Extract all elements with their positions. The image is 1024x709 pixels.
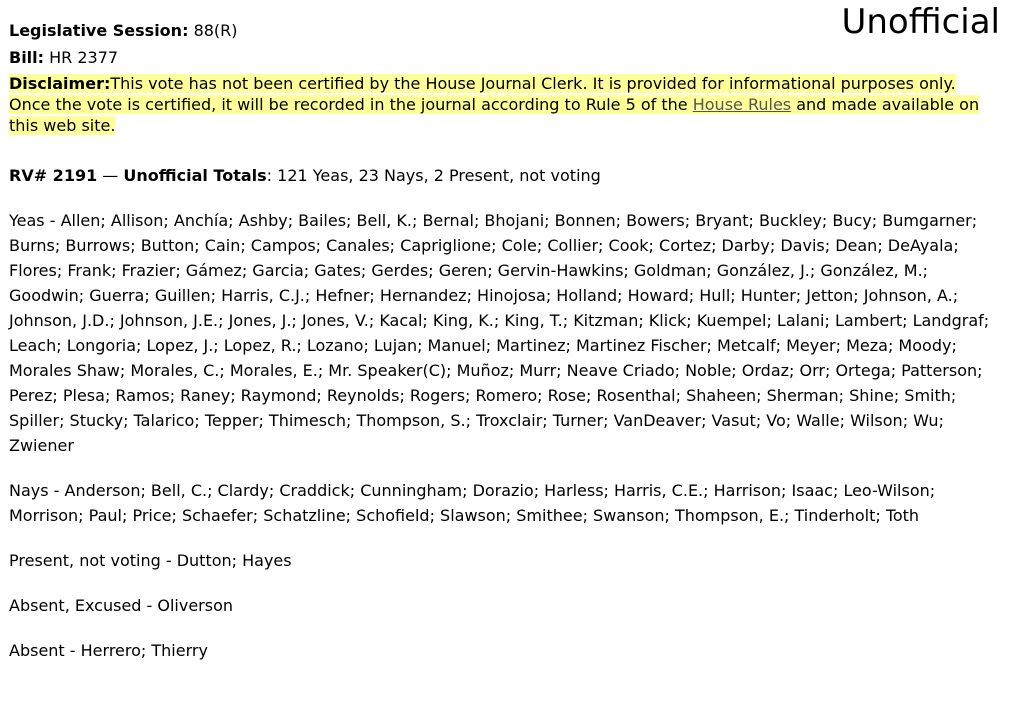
rv-number: RV# 2191 xyxy=(9,166,98,185)
bill-label: Bill: xyxy=(9,48,45,67)
present-not-voting-list: Present, not voting - Dutton; Hayes xyxy=(9,551,292,570)
yeas-list: Yeas - Allen; Allison; Anchía; Ashby; Bailes; Bell, K.; Bernal; Bhojani; Bonnen; Bowers; Bryant; Buckley; Bucy; Bumgarner; Burns; Burrows; Button; Cain; Campos; Canales; Capriglione; Cole; Collier; Cook; Cortez; Darby; Davis; Dean; DeAyala; Flores; Frank; Frazier; Gámez; Garcia; Gates; Gerdes; Geren; Gervin-Hawkins; Goldman; González, J.; González, M.; Goodwin; Guerra; Guillen; Harris, C.J.; Hefner; Hernandez; Hinojosa; Holland; Howard; Hull; Hunter; Jetton; Johnson, A.; Johnson, J.D.; Johnson, J.E.; Jones, J.; Jones, V.; Kacal; King, K.; King, T.; Kitzman; Klick; Kuempel; Lalani; Lambert; Landgraf; Leach; Longoria; Lopez, J.; Lopez, R.; Lozano; Lujan; Manuel; Martinez; Martinez Fischer; Metcalf; Meyer; Meza; Moody; Morales Shaw; Morales, C.; Morales, E.; Mr. Speaker(C); Muñoz; Murr; Neave Criado; Noble; Ordaz; Orr; Ortega; Patterson; Perez; Plesa; Ramos; Raney; Raymond; Reynolds; Rogers; Romero; Rose; Rosenthal; Shaheen; Sherman; Shine; Smith; Spiller; Stucky; Talarico; Tepper; Thimesch; Thompson, S.; Troxclair; Turner; VanDeaver; Vasut; Vo; Walle; Wilson; Wu; Zwiener xyxy=(9,211,990,455)
totals-text: : 121 Yeas, 23 Nays, 2 Present, not voting xyxy=(266,166,601,185)
session-value: 88(R) xyxy=(193,21,238,40)
vote-record xyxy=(9,19,990,663)
house-rules-link[interactable]: House Rules xyxy=(692,95,792,114)
unofficial-watermark: Unofficial xyxy=(841,2,1000,42)
rv-dash: — xyxy=(97,166,124,185)
disclaimer-text-before: This vote has not been certified by the House Journal Clerk. It is provided for informational purposes only. Once the vote is certified, it will be recorded in the journal according to Rule 5 of the xyxy=(9,74,956,114)
absent-excused-list: Absent, Excused - Oliverson xyxy=(9,596,234,615)
totals-label: Unofficial Totals xyxy=(123,166,267,185)
disclaimer-label: Disclaimer: xyxy=(9,74,111,93)
absent-list: Absent - Herrero; Thierry xyxy=(9,641,208,660)
nays-list: Nays - Anderson; Bell, C.; Clardy; Craddick; Cunningham; Dorazio; Harless; Harris, C.E.; Harrison; Isaac; Leo-Wilson; Morrison; Paul; Price; Schaefer; Schatzline; Schofield; Slawson; Smithee; Swanson; Thompson, E.; Tinderholt; Toth xyxy=(9,481,936,525)
session-line xyxy=(9,19,979,42)
disclaimer-highlight xyxy=(9,74,979,135)
disclaimer xyxy=(9,73,984,136)
disclaimer-text-after: and made available on this web site. xyxy=(9,95,980,135)
totals-line xyxy=(9,163,979,188)
bill-value: HR 2377 xyxy=(49,48,119,67)
bill-line xyxy=(9,46,979,69)
session-label: Legislative Session: xyxy=(9,21,189,40)
